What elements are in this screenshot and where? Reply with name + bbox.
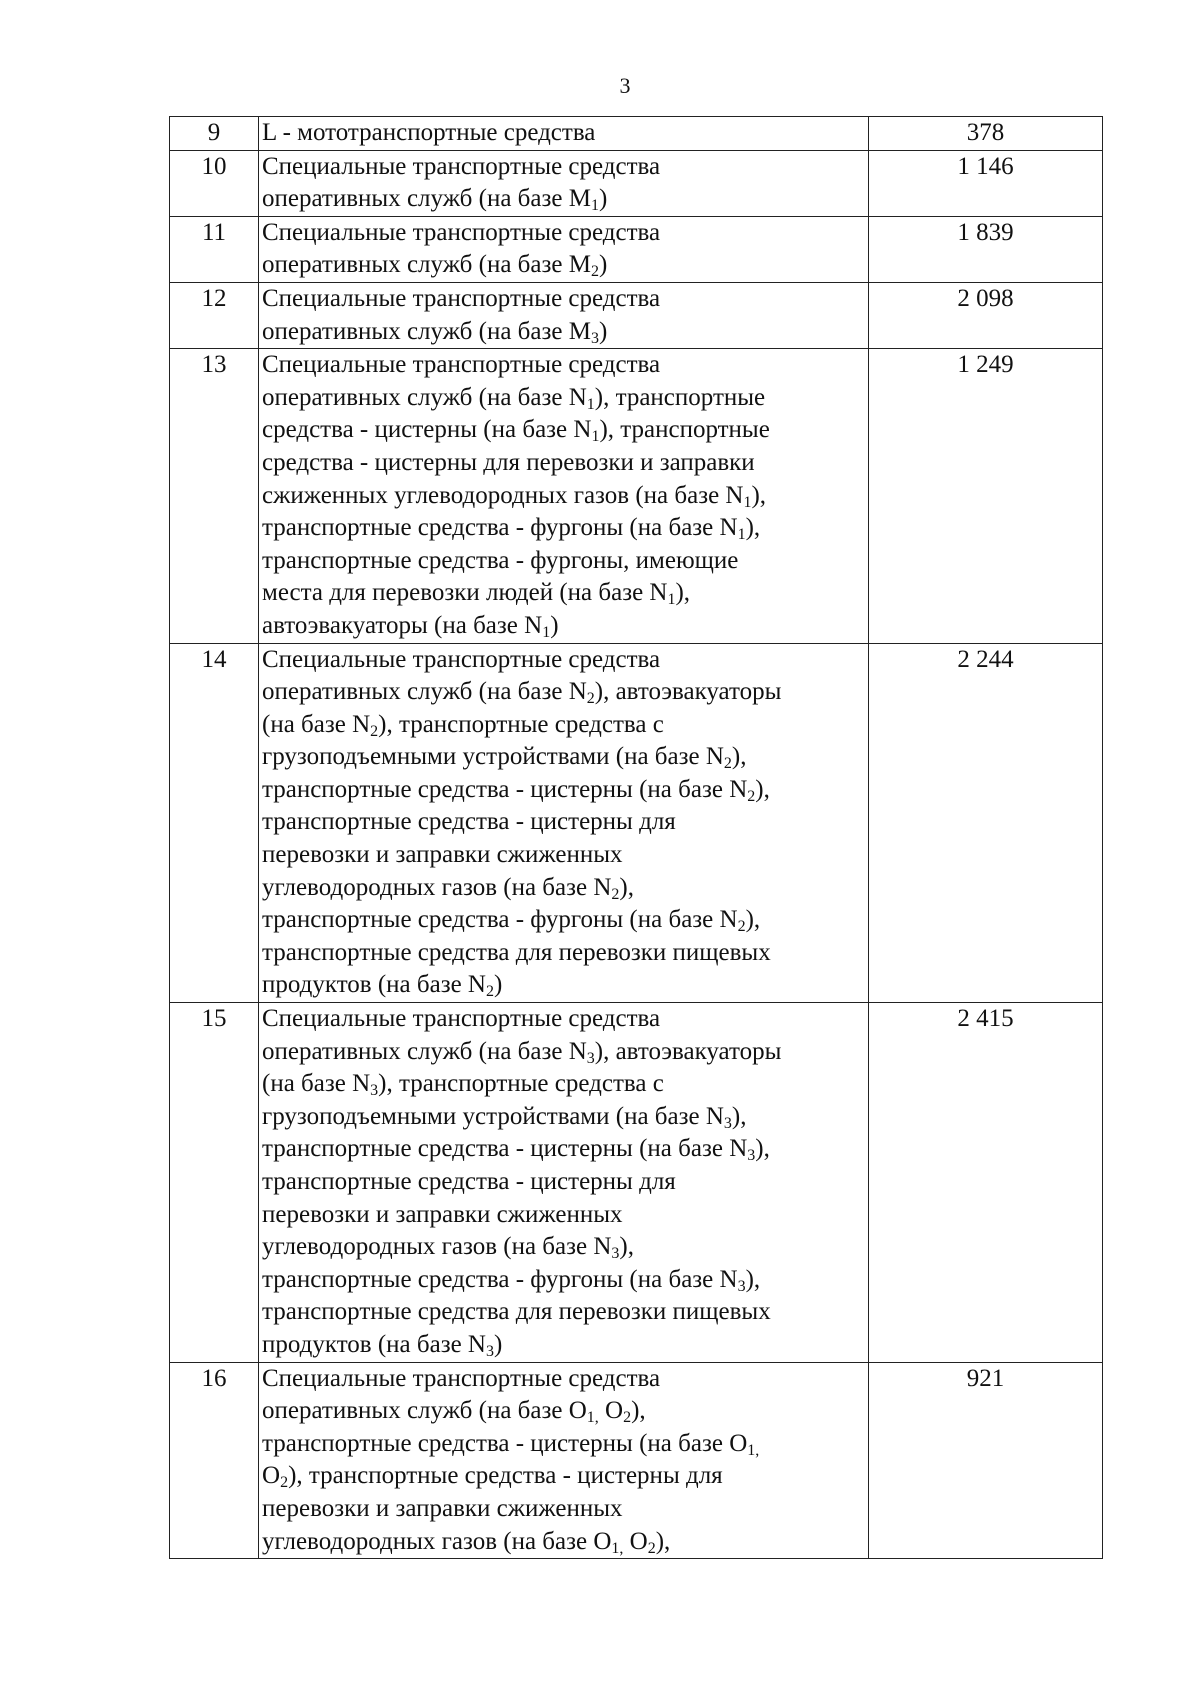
text-segment: транспортные средства - фургоны (на базе N	[262, 514, 738, 542]
subscript: 1	[542, 623, 551, 641]
description-line	[262, 283, 866, 316]
text-segment: ), транспортные	[594, 383, 766, 411]
text-segment: )	[550, 611, 559, 639]
subscript: 2	[586, 690, 595, 708]
description-line	[262, 1199, 866, 1232]
row-number-cell: 13	[170, 349, 259, 643]
subscript: 2	[623, 1409, 632, 1427]
text-segment: )	[598, 317, 608, 345]
text-segment: ),	[631, 1397, 646, 1425]
text-segment: O	[262, 1462, 281, 1490]
description-line	[262, 774, 866, 807]
vehicle-category-table	[169, 116, 1103, 1559]
text-segment: ),	[655, 1527, 671, 1555]
subscript: 1	[743, 493, 752, 511]
text-segment: ), транспортные средства с	[378, 710, 664, 738]
text-segment: ),	[755, 775, 770, 803]
description-line	[262, 349, 866, 382]
text-segment: ), автоэвакуаторы	[594, 1037, 782, 1065]
text-segment: углеводородных газов (на базе O	[262, 1527, 612, 1555]
text-segment: оперативных служб (на базе N	[262, 1037, 587, 1065]
description-line	[262, 1395, 866, 1428]
description-line	[262, 839, 866, 872]
text-segment: транспортные средства - цистерны (на базе O	[262, 1429, 748, 1457]
text-segment: Специальные транспортные средства	[262, 152, 661, 180]
row-number-cell: 10	[170, 150, 259, 216]
text-segment: автоэвакуаторы (на базе N	[262, 611, 543, 639]
description-line	[262, 741, 866, 774]
text-segment: ), транспортные	[599, 416, 770, 444]
subscript: 1	[667, 591, 676, 609]
description-line	[262, 151, 866, 184]
text-segment: грузоподъемными устройствами (на базе N	[262, 1102, 724, 1130]
text-segment: ),	[619, 873, 634, 901]
value-cell: 1 146	[869, 150, 1103, 216]
text-segment: транспортные средства - фургоны (на базе N	[262, 906, 738, 934]
text-segment: транспортные средства - фургоны, имеющие	[262, 546, 739, 574]
description-line	[262, 512, 866, 545]
row-number-cell: 15	[170, 1003, 259, 1363]
text-segment: транспортные средства для перевозки пищевых	[262, 1298, 771, 1326]
text-segment: (на базе N	[262, 710, 371, 738]
description-line	[262, 1166, 866, 1199]
text-segment: перевозки и заправки сжиженных	[262, 1494, 623, 1522]
row-number-cell: 11	[170, 216, 259, 282]
text-segment: транспортные средства - цистерны для	[262, 1168, 676, 1195]
description-line	[262, 1363, 866, 1396]
subscript: 2	[723, 755, 732, 773]
description-line	[262, 644, 866, 677]
description-cell	[259, 216, 869, 282]
description-line	[262, 316, 866, 349]
description-cell	[259, 349, 869, 643]
subscript: 2	[737, 918, 746, 936]
text-segment: L - мототранспортные средства	[262, 119, 596, 146]
text-segment: углеводородных газов (на базе N	[262, 873, 612, 901]
text-segment: оперативных служб (на базе N	[262, 383, 587, 411]
description-line	[262, 414, 866, 447]
description-line	[262, 676, 866, 709]
text-segment: Специальные транспортные средства	[262, 284, 661, 312]
subscript: 2	[747, 787, 756, 805]
description-line	[262, 709, 866, 742]
row-number-cell: 14	[170, 643, 259, 1003]
subscript: 3	[486, 1342, 494, 1360]
description-cell	[259, 1362, 869, 1559]
text-segment: Специальные транспортные средства	[262, 645, 661, 673]
description-line	[262, 969, 866, 1002]
text-segment: оперативных служб (на базе M	[262, 251, 591, 279]
text-segment: ),	[619, 1233, 634, 1261]
description-line	[262, 480, 866, 513]
description-line	[262, 937, 866, 970]
subscript: 2	[370, 722, 379, 740]
table-body	[170, 117, 1103, 1559]
subscript: 3	[611, 1245, 620, 1263]
subscript: 1,	[586, 1409, 599, 1427]
description-line	[262, 1231, 866, 1264]
text-segment: транспортные средства для перевозки пищевых	[262, 938, 771, 966]
text-segment: Специальные транспортные средства	[262, 1364, 661, 1392]
description-line	[262, 872, 866, 905]
subscript: 3	[370, 1082, 379, 1100]
value-cell: 2 098	[869, 282, 1103, 348]
text-segment: O	[598, 1397, 624, 1425]
description-line	[262, 117, 866, 150]
description-line	[262, 1036, 866, 1069]
value-cell: 2 415	[869, 1003, 1103, 1363]
subscript: 2	[590, 263, 599, 281]
subscript: 2	[611, 885, 620, 903]
text-segment: средства - цистерны (на базе N	[262, 416, 592, 444]
table-row	[170, 643, 1103, 1003]
description-line	[262, 249, 866, 282]
text-segment: )	[494, 1330, 503, 1358]
description-line	[262, 806, 866, 839]
description-line	[262, 1493, 866, 1526]
text-segment: Специальные транспортные средства	[262, 351, 661, 379]
text-segment: оперативных служб (на базе M	[262, 317, 591, 345]
text-segment: продуктов (на базе N	[262, 971, 486, 999]
subscript: 2	[486, 983, 494, 1001]
subscript: 2	[647, 1539, 656, 1557]
description-line	[262, 217, 866, 250]
description-line	[262, 183, 866, 216]
subscript: 3	[590, 329, 599, 347]
text-segment: ),	[745, 1265, 761, 1293]
subscript: 1,	[611, 1539, 624, 1557]
table-row	[170, 349, 1103, 643]
text-segment: транспортные средства - цистерны (на базе N	[262, 1135, 748, 1163]
text-segment: оперативных служб (на базе N	[262, 678, 587, 706]
text-segment: )	[494, 971, 503, 999]
text-segment: ),	[675, 579, 691, 607]
text-segment: ), транспортные средства с	[378, 1070, 664, 1098]
text-segment: ),	[745, 906, 761, 934]
text-segment: углеводородных газов (на базе N	[262, 1233, 612, 1261]
description-line	[262, 382, 866, 415]
description-cell	[259, 1003, 869, 1363]
text-segment: сжиженных углеводородных газов (на базе N	[262, 481, 744, 509]
value-cell: 1 249	[869, 349, 1103, 643]
description-cell	[259, 117, 869, 151]
row-number-cell: 16	[170, 1362, 259, 1559]
text-segment: перевозки и заправки сжиженных	[262, 1200, 623, 1228]
table-row	[170, 216, 1103, 282]
description-cell	[259, 150, 869, 216]
text-segment: перевозки и заправки сжиженных	[262, 841, 623, 869]
text-segment: ),	[755, 1135, 770, 1163]
text-segment: продуктов (на базе N	[262, 1330, 486, 1358]
description-line	[262, 545, 866, 578]
text-segment: O	[623, 1527, 648, 1555]
text-segment: места для перевозки людей (на базе N	[262, 579, 668, 607]
subscript: 3	[737, 1277, 746, 1295]
row-number-cell: 9	[170, 117, 259, 151]
subscript: 3	[586, 1049, 595, 1067]
subscript: 3	[747, 1147, 756, 1165]
description-line	[262, 447, 866, 480]
text-segment: транспортные средства - фургоны (на базе N	[262, 1265, 738, 1293]
text-segment: оперативных служб (на базе O	[262, 1397, 587, 1425]
description-line	[262, 1526, 866, 1559]
subscript: 1	[586, 395, 595, 413]
text-segment: оперативных служб (на базе M	[262, 185, 591, 213]
table-row	[170, 117, 1103, 151]
table-row	[170, 1003, 1103, 1363]
text-segment: транспортные средства - цистерны для	[262, 808, 676, 836]
table-row	[170, 150, 1103, 216]
text-segment: средства - цистерны для перевозки и заправки	[262, 448, 755, 476]
value-cell: 1 839	[869, 216, 1103, 282]
text-segment: ),	[745, 514, 761, 542]
text-segment: (на базе N	[262, 1070, 371, 1098]
text-segment: Специальные транспортные средства	[262, 1005, 661, 1033]
subscript: 2	[280, 1474, 289, 1492]
subscript: 3	[723, 1114, 732, 1132]
description-cell	[259, 643, 869, 1003]
description-line	[262, 1329, 866, 1362]
description-line	[262, 1133, 866, 1166]
subscript: 1,	[747, 1441, 760, 1459]
description-line	[262, 1428, 866, 1461]
subscript: 1	[737, 526, 746, 544]
description-cell	[259, 282, 869, 348]
description-line	[262, 1101, 866, 1134]
text-segment: ),	[731, 1102, 747, 1130]
description-line	[262, 904, 866, 937]
text-segment: ),	[731, 743, 747, 771]
table-row	[170, 1362, 1103, 1559]
subscript: 1	[590, 197, 599, 215]
text-segment: )	[598, 251, 608, 279]
description-line	[262, 1264, 866, 1297]
text-segment: ), автоэвакуаторы	[594, 678, 782, 706]
value-cell: 921	[869, 1362, 1103, 1559]
description-line	[262, 1460, 866, 1493]
description-line	[262, 610, 866, 643]
text-segment: Специальные транспортные средства	[262, 218, 661, 246]
value-cell: 2 244	[869, 643, 1103, 1003]
description-line	[262, 577, 866, 610]
text-segment: грузоподъемными устройствами (на базе N	[262, 743, 724, 771]
description-line	[262, 1296, 866, 1329]
text-segment: )	[598, 185, 608, 213]
subscript: 1	[591, 428, 600, 446]
table-row	[170, 282, 1103, 348]
description-line	[262, 1003, 866, 1036]
text-segment: ), транспортные средства - цистерны для	[288, 1462, 723, 1490]
text-segment: транспортные средства - цистерны (на базе N	[262, 775, 748, 803]
description-line	[262, 1068, 866, 1101]
value-cell: 378	[869, 117, 1103, 151]
page-number: 3	[619, 73, 631, 98]
row-number-cell: 12	[170, 282, 259, 348]
text-segment: ),	[751, 481, 767, 509]
